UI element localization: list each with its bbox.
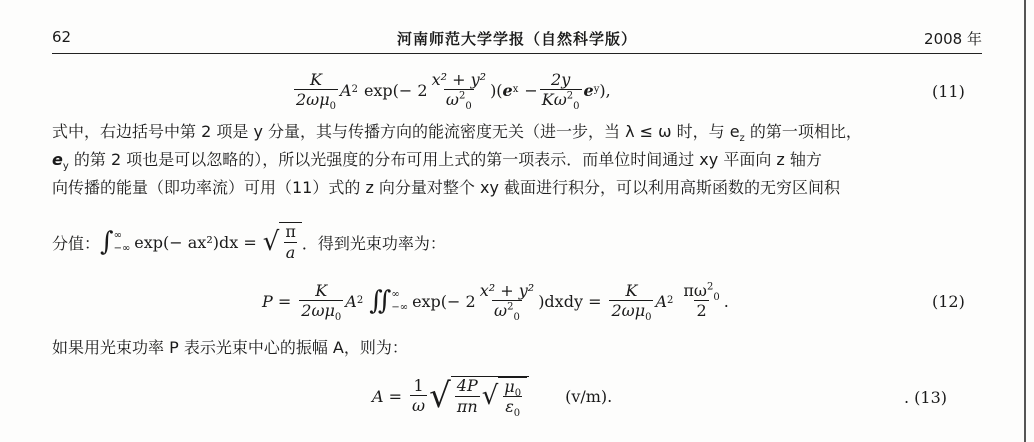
eq11-f2-den: Kω: [541, 90, 567, 110]
eq13-s2-num-sub: 0: [514, 387, 522, 399]
running-header: [52, 28, 982, 52]
eq12-exp-den-sub: 0: [513, 312, 520, 324]
journal-title: 河南师范大学学报（自然科学版）: [396, 30, 637, 48]
eq13-s2-num: μ: [504, 376, 515, 396]
eq13-outer-sqrt: [429, 375, 529, 420]
eq12-coefficient: [299, 280, 343, 324]
integral-sqrt: [263, 222, 302, 262]
eq13-s2-den: ε: [505, 397, 514, 417]
eq13-s1-num: 4P: [456, 376, 478, 396]
equation-13-number: . (13): [904, 388, 948, 407]
eq11-close: ),: [599, 80, 611, 100]
para-line1-text: 式中，右边括号中第 2 项是 y 分量，其与传播方向的能流密度无关（进一步，当 λ ≤ ω 时，与 e: [52, 122, 740, 141]
eq13-unit: (v/m).: [565, 386, 613, 406]
sqrt-den: a: [285, 242, 296, 262]
eq11-coef-den: 2ωμ: [296, 90, 330, 110]
eq12-coefficient-2: [609, 280, 653, 324]
eq12-coef2-den-sub: 0: [645, 312, 652, 324]
eq11-mid: )(: [490, 80, 503, 100]
eq12-coef-den-sub: 0: [334, 312, 342, 324]
eq12-A2: A: [655, 291, 668, 311]
eq12-pi-num: πω: [683, 280, 707, 300]
equation-11: $\frac{K}{2\omega\mu_0}$ A 2 exp(− 2 $\frac{\text{x² + y²}}{\omega^2_0}$ )( e x − $\frac{2y}{K\omega^2_0}$ e y ),: [296, 69, 611, 113]
eq11-coef-num: K: [310, 69, 322, 89]
sqrt-icon: √: [481, 381, 499, 412]
eq12-coef-num: K: [315, 280, 328, 300]
eq11-exp-den: ω: [445, 90, 459, 110]
eq13-f-num: 1: [413, 375, 424, 395]
eq12-A: A: [345, 291, 357, 311]
eq11-A: A: [340, 80, 352, 100]
eq13-inverse-omega: [410, 377, 427, 416]
equation-11-number: (11): [932, 82, 965, 101]
integral-lower: −∞: [113, 243, 131, 254]
integral-suffix: ．得到光束功率为：: [301, 233, 446, 253]
eq11-exp-den-sub: 0: [465, 101, 472, 113]
eq11-f2-den-sub: 0: [573, 101, 580, 113]
paragraph-line-2: [52, 146, 992, 174]
para-line3-text: 向传播的能量（即功率流）可用（11）式的 z 向分量对整个 xy 截面进行积分，可以利用高斯函数的无穷区间积: [52, 178, 841, 197]
eq11-exp-open: exp(− 2: [363, 80, 428, 100]
eq11-coef-den-sub: 0: [329, 101, 336, 113]
double-integral-symbol: ∬: [369, 286, 392, 316]
eq12-exponent-frac: [478, 280, 536, 324]
sqrt-icon: √: [429, 375, 451, 416]
eq12-exp-num: x² + y²: [479, 280, 535, 300]
eq12-pi-den: 2: [696, 301, 707, 321]
eq12-lower: −∞: [391, 302, 409, 313]
eq12-coef2-num: K: [625, 280, 638, 300]
eq12-exp-den: ω: [494, 301, 508, 321]
header-rule: [52, 53, 982, 54]
eq12-lhs: P =: [262, 291, 292, 311]
eq11-minus: −: [524, 80, 538, 100]
paragraph-line-1: [52, 118, 992, 146]
eq12-pi-frac: [681, 282, 721, 321]
equation-12-number: (12): [932, 292, 965, 311]
eq12-coef-den: 2ωμ: [301, 301, 335, 321]
amplitude-text: 如果用光束功率 P 表示光束中心的振幅 A，则为：: [52, 338, 408, 357]
sqrt-icon: √: [262, 226, 280, 257]
para-line1-end: 的第一项相比，: [744, 122, 862, 141]
eq13-s1-den: πn: [456, 396, 478, 416]
eq12-exp-open: exp(− 2: [412, 291, 476, 311]
integral-prefix: 分值：: [52, 233, 101, 253]
eq11-exp-num: x² + y²: [431, 69, 487, 89]
integral-symbol: ∫: [100, 227, 114, 257]
sqrt-num: π: [285, 222, 296, 242]
eq13-inner-sqrt: [481, 376, 527, 420]
eq12-exp-den-sup: 2: [507, 301, 514, 313]
para-line1-sub: z: [739, 133, 745, 145]
integral-expression: exp(− ax²)dx =: [134, 232, 257, 252]
page-edge-line: [1024, 0, 1026, 442]
eq12-upper: ∞: [391, 289, 400, 300]
eq11-ey: e: [583, 80, 594, 100]
integral-upper: ∞: [113, 230, 122, 241]
para-line2-sub: y: [62, 161, 69, 173]
para-line2-e: e: [52, 150, 63, 169]
page-number: 62: [52, 28, 72, 46]
eq12-limits: [391, 288, 408, 314]
para-line2-text: 的第 2 项也是可以忽略的），所以光强度的分布可用上式的第一项表示．而单位时间通过 xy 平面向 z 轴方: [68, 150, 822, 169]
eq11-exponent-frac: [430, 69, 488, 113]
gaussian-integral-line: [52, 218, 992, 266]
publication-year: 2008 年: [924, 30, 982, 48]
eq11-f2-num: 2y: [551, 69, 571, 89]
eq11-coefficient: [294, 69, 338, 113]
eq12-pi-num-sub: 0: [713, 291, 720, 303]
eq12-tail: )dxdy =: [538, 291, 602, 311]
eq12-end: .: [723, 291, 729, 311]
paragraph-amplitude: [52, 334, 992, 362]
eq12-coef2-den: 2ωμ: [611, 301, 646, 321]
integral-limits: [114, 229, 131, 255]
eq11-ex: e: [502, 80, 513, 100]
eq13-s2-den-sub: 0: [513, 408, 521, 420]
eq11-second-frac: [540, 69, 582, 113]
paragraph-line-3: [52, 174, 992, 202]
equation-13: [372, 368, 612, 424]
eq13-lhs: A =: [372, 386, 403, 406]
equation-12: P = $\frac{K}{2\omega\mu_0}$ A 2 ∬ ∞ −∞ exp(− 2 $\frac{\text{x² + y²}}{\omega^2_0}$ )dxdy = $\frac{K}{2\omega\mu_0}$ A 2 $\frac{\pi\omega^2_0}{2}$ .: [262, 280, 729, 324]
eq11-f2-den-sup: 2: [566, 90, 574, 102]
eq13-f-den: ω: [412, 396, 426, 416]
eq11-exp-den-sup: 2: [458, 90, 466, 102]
eq12-pi-num-sup: 2: [706, 281, 714, 293]
